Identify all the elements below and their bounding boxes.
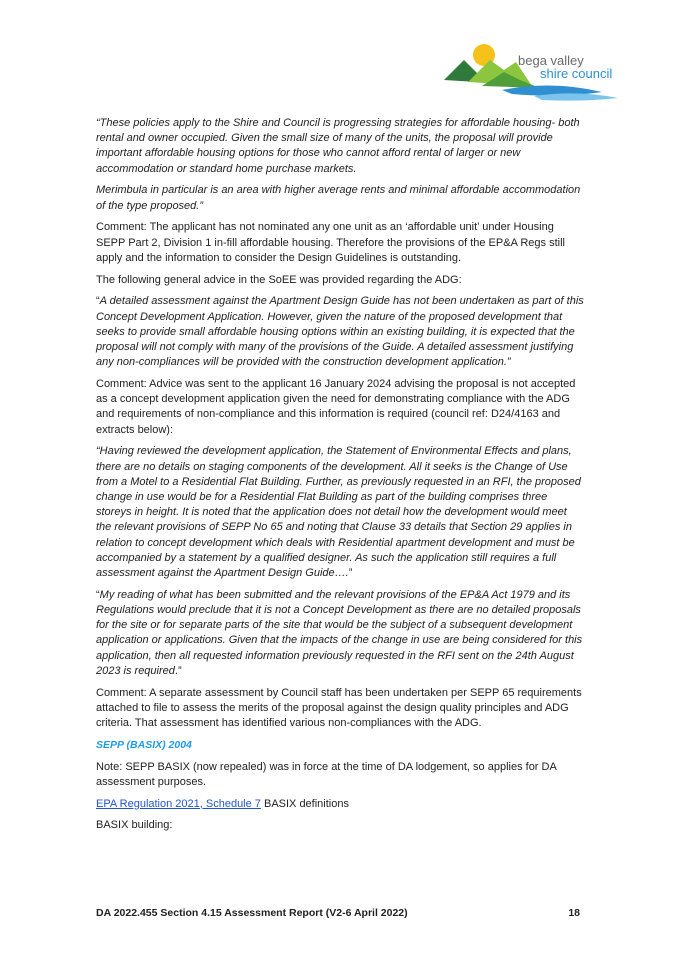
basix-building-label: BASIX building: (96, 819, 173, 832)
comment-paragraph-1: Comment: The applicant has not nominated any one unit as an ‘affordable unit’ under Housing SEPP Part 2, Division 1 in-fill affordable housing. Therefore the provisions of the EP&A Regs still apply and the information to consider the Design Guidelines is outstanding. (96, 221, 565, 264)
intro-paragraph: The following general advice in the SoEE was provided regarding the ADG: (96, 273, 462, 286)
logo-text-line2: shire council (540, 66, 613, 81)
definitions-text: BASIX definitions (260, 797, 349, 810)
note-paragraph: Note: SEPP BASIX (now repealed) was in force at the time of DA lodgement, so applies for DA assessment purposes. (96, 760, 557, 788)
page-number: 18 (568, 907, 580, 919)
quote-text: “Having reviewed the development application, the Statement of Environmental Effects and plans, there are no details on staging components of the development. All it seeks is the Change of Use from a Motel to a Residential Flat Building. Further, as previously requested in an RFI, the proposed change in use would be for a Residential Flat Building as part of the building comprises three storeys in height. It is noted that the application does not detail how the development would meet the relevant provisions of SEPP No 65 and noting that Clause 33 details that Section 29 applies in relation to concept development which deals with Residential apartment development and must be accompanied by a statement by a qualified designer. As such the application still requires a full assessment against the Apartment Design Guide…. (96, 445, 581, 580)
close-quote: .” (174, 664, 182, 677)
quote-paragraph-5 (96, 588, 584, 679)
quote-paragraph-1: “These policies apply to the Shire and Council is progressing strategies for affordable housing- both rental and owner occupied. Given the small size of many of the units, the proposal will provide important affordable housing options for those who cannot afford rental of larger or new accommodation or standard home purchase markets. (96, 117, 580, 175)
footer-title: DA 2022.455 Section 4.15 Assessment Report (V2-6 April 2022) (96, 907, 408, 919)
quote-text: My reading of what has been submitted and the relevant provisions of the EP&A Act 1979 and its Regulations would preclude that it is not a Concept Development as there are no detailed proposals for the site or for separate parts of the site that would be the subject of a subsequent development application or applications. Given that the impacts of the change in use are being considered for this application, then all requested information previously requested in the RFI sent on the 24th August 2023 is required (96, 588, 583, 677)
close-quote: ” (348, 567, 353, 580)
comment-paragraph-3: Comment: A separate assessment by Council staff has been undertaken per SEPP 65 requirements attached to file to assess the merits of the proposal against the design quality principles and ADG criteria. That assessment has identified various non-compliances with the ADG. (96, 686, 582, 730)
page-footer (96, 907, 580, 919)
section-heading-basix: SEPP (BASIX) 2004 (96, 738, 192, 751)
quote-text: A detailed assessment against the Apartment Design Guide has not been undertaken as part of this Concept Development Application. However, given the nature of the proposed development that seeks to provide small affordable housing options within an existing building, it is expected that the proposal will not comply with many of the provisions of the Guide. A detailed assessment justifying any non-compliances will be provided with the construction development application.” (96, 295, 584, 369)
logo-text-line1: bega valley (518, 53, 584, 68)
quote-paragraph-3 (96, 294, 584, 370)
comment-paragraph-2: Comment: Advice was sent to the applicant 16 January 2024 advising the proposal is not accepted as a concept development application given the need for demonstrating compliance with the ADG and requirements of non-compliance and this information is required (council ref: D24/4163 and extracts below): (96, 378, 576, 436)
report-body (96, 116, 584, 840)
definitions-paragraph (96, 797, 584, 812)
quote-paragraph-4 (96, 444, 584, 581)
quote-paragraph-2: Merimbula in particular is an area with higher average rents and minimal affordable accommodation of the type proposed.” (96, 184, 581, 212)
epa-regulation-link[interactable]: EPA Regulation 2021, Schedule 7 (96, 797, 261, 810)
open-quote: “ (96, 295, 100, 308)
open-quote: “ (96, 588, 100, 601)
